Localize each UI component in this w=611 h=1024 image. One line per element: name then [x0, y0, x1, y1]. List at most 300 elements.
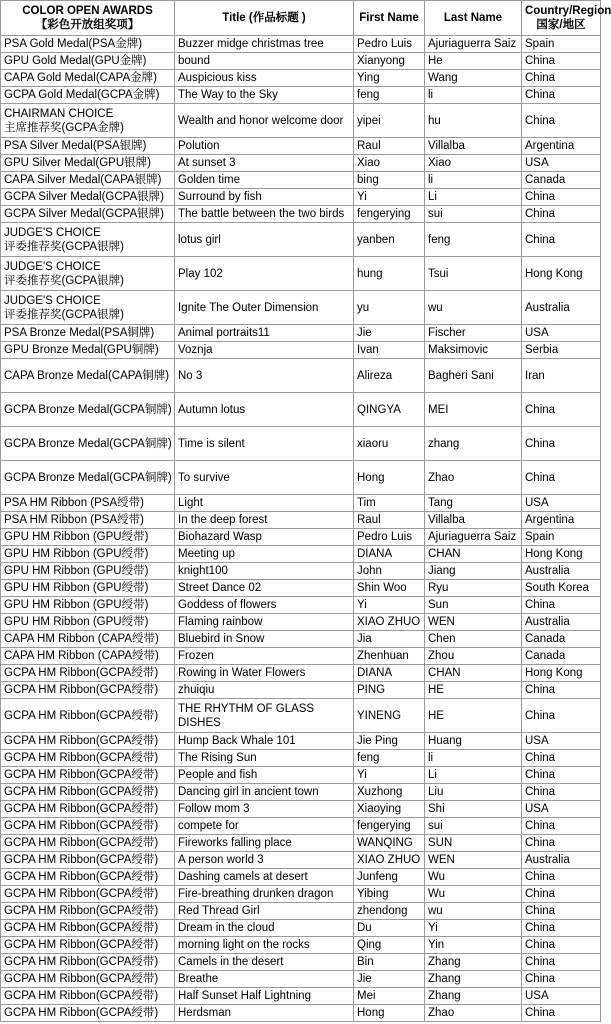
header-country	[522, 1, 611, 36]
cell-award: CAPA Gold Medal(CAPA金牌)	[1, 70, 175, 87]
cell-title: Biohazard Wasp	[175, 529, 354, 546]
cell-last-name: Xiao	[425, 155, 522, 172]
award-line1: JUDGE'S CHOICE	[4, 226, 101, 239]
cell-first-name: Mei	[354, 988, 425, 1005]
cell-award	[1, 104, 175, 138]
cell-title: Flaming rainbow	[175, 614, 354, 631]
cell-country: China	[522, 920, 601, 937]
table-header	[1, 1, 611, 36]
table-row	[1, 206, 601, 223]
cell-first-name: bing	[354, 172, 425, 189]
cell-first-name: Xianyong	[354, 53, 425, 70]
cell-last-name: wu	[425, 291, 522, 325]
cell-country: China	[522, 971, 601, 988]
table-row	[1, 784, 601, 801]
table-row	[1, 971, 601, 988]
cell-last-name: HE	[425, 699, 522, 733]
cell-first-name: QINGYA	[354, 393, 425, 427]
cell-award: GCPA HM Ribbon(GCPA绶带)	[1, 1005, 175, 1022]
cell-country: China	[522, 597, 601, 614]
table-row	[1, 172, 601, 189]
table-row	[1, 342, 601, 359]
cell-first-name: Jie	[354, 325, 425, 342]
cell-last-name: Zhao	[425, 461, 522, 495]
cell-first-name: yu	[354, 291, 425, 325]
cell-first-name: Tim	[354, 495, 425, 512]
cell-first-name: hung	[354, 257, 425, 291]
cell-award: GCPA HM Ribbon(GCPA绶带)	[1, 971, 175, 988]
cell-title: morning light on the rocks	[175, 937, 354, 954]
cell-title: The battle between the two birds	[175, 206, 354, 223]
award-line2: 主席推荐奖(GCPA金牌)	[4, 121, 124, 134]
cell-last-name: Chen	[425, 631, 522, 648]
cell-country: China	[522, 189, 601, 206]
cell-first-name: Junfeng	[354, 869, 425, 886]
cell-award: GPU HM Ribbon (GPU绶带)	[1, 580, 175, 597]
cell-award: GCPA HM Ribbon(GCPA绶带)	[1, 988, 175, 1005]
cell-first-name: Xiao	[354, 155, 425, 172]
cell-first-name: Raul	[354, 138, 425, 155]
cell-first-name: Xiaoying	[354, 801, 425, 818]
cell-award: GPU HM Ribbon (GPU绶带)	[1, 529, 175, 546]
cell-last-name: WEN	[425, 852, 522, 869]
table-row	[1, 87, 601, 104]
cell-last-name: Zhang	[425, 954, 522, 971]
cell-country: Australia	[522, 852, 601, 869]
cell-title: Voznja	[175, 342, 354, 359]
cell-title: Fireworks falling place	[175, 835, 354, 852]
cell-first-name: Bin	[354, 954, 425, 971]
cell-first-name: Hong	[354, 1005, 425, 1022]
cell-country: Hong Kong	[522, 546, 601, 563]
header-award-line2: 【彩色开放组奖项】	[35, 19, 140, 31]
table-row	[1, 104, 601, 138]
cell-country: China	[522, 784, 601, 801]
cell-country: China	[522, 903, 601, 920]
table-row	[1, 325, 601, 342]
cell-award: GCPA HM Ribbon(GCPA绶带)	[1, 869, 175, 886]
table-row	[1, 750, 601, 767]
cell-first-name: Yi	[354, 189, 425, 206]
cell-last-name: MEI	[425, 393, 522, 427]
table-row	[1, 529, 601, 546]
cell-title: Buzzer midge christmas tree	[175, 36, 354, 53]
table-row	[1, 427, 601, 461]
cell-title: Animal portraits11	[175, 325, 354, 342]
table-row	[1, 393, 601, 427]
cell-title: Follow mom 3	[175, 801, 354, 818]
cell-first-name: DIANA	[354, 546, 425, 563]
cell-country: USA	[522, 155, 601, 172]
award-line1: JUDGE'S CHOICE	[4, 260, 101, 273]
cell-last-name: HE	[425, 682, 522, 699]
award-line1: CHAIRMAN CHOICE	[4, 107, 114, 120]
table-row	[1, 801, 601, 818]
cell-title: Dancing girl in ancient town	[175, 784, 354, 801]
cell-country: South Korea	[522, 580, 601, 597]
cell-last-name: Fischer	[425, 325, 522, 342]
header-award-line1: COLOR OPEN AWARDS	[22, 5, 153, 17]
cell-last-name: Zhou	[425, 648, 522, 665]
cell-title: Dashing camels at desert	[175, 869, 354, 886]
cell-title: At sunset 3	[175, 155, 354, 172]
cell-first-name: Xuzhong	[354, 784, 425, 801]
cell-last-name: Yin	[425, 937, 522, 954]
cell-award: PSA HM Ribbon (PSA绶带)	[1, 495, 175, 512]
table-row	[1, 648, 601, 665]
cell-title: lotus girl	[175, 223, 354, 257]
cell-title: Goddess of flowers	[175, 597, 354, 614]
cell-title: Golden time	[175, 172, 354, 189]
table-row	[1, 53, 601, 70]
cell-award: PSA Gold Medal(PSA金牌)	[1, 36, 175, 53]
cell-title: compete for	[175, 818, 354, 835]
cell-first-name: Ivan	[354, 342, 425, 359]
cell-country: China	[522, 461, 601, 495]
table-row	[1, 189, 601, 206]
cell-title: Frozen	[175, 648, 354, 665]
award-line2: 评委推荐奖(GCPA银牌)	[4, 240, 124, 253]
cell-title: Hump Back Whale 101	[175, 733, 354, 750]
cell-country: China	[522, 818, 601, 835]
cell-first-name: John	[354, 563, 425, 580]
cell-country: USA	[522, 988, 601, 1005]
cell-first-name: Yi	[354, 597, 425, 614]
cell-first-name: Ying	[354, 70, 425, 87]
cell-last-name: li	[425, 87, 522, 104]
cell-last-name: Ajuriaguerra Saiz	[425, 36, 522, 53]
cell-title: Play 102	[175, 257, 354, 291]
cell-first-name: Du	[354, 920, 425, 937]
cell-country: Australia	[522, 563, 601, 580]
cell-title: knight100	[175, 563, 354, 580]
cell-first-name: fengerying	[354, 818, 425, 835]
cell-first-name: yipei	[354, 104, 425, 138]
cell-first-name: xiaoru	[354, 427, 425, 461]
table-row	[1, 869, 601, 886]
cell-first-name: Shin Woo	[354, 580, 425, 597]
cell-first-name: YINENG	[354, 699, 425, 733]
cell-award: GCPA HM Ribbon(GCPA绶带)	[1, 954, 175, 971]
cell-country: China	[522, 682, 601, 699]
table-row	[1, 886, 601, 903]
table-body	[1, 36, 601, 1022]
table-row	[1, 70, 601, 87]
cell-title: The Rising Sun	[175, 750, 354, 767]
cell-last-name: Yi	[425, 920, 522, 937]
table-row	[1, 852, 601, 869]
cell-country: Hong Kong	[522, 257, 601, 291]
cell-country: Canada	[522, 172, 601, 189]
cell-first-name: Zhenhuan	[354, 648, 425, 665]
cell-first-name: DIANA	[354, 665, 425, 682]
award-line1: JUDGE'S CHOICE	[4, 294, 101, 307]
cell-title: No 3	[175, 359, 354, 393]
cell-award: GPU HM Ribbon (GPU绶带)	[1, 597, 175, 614]
cell-title: Fire-breathing drunken dragon	[175, 886, 354, 903]
cell-country: Australia	[522, 291, 601, 325]
cell-last-name: He	[425, 53, 522, 70]
cell-award: GCPA Silver Medal(GCPA银牌)	[1, 206, 175, 223]
cell-last-name: Li	[425, 767, 522, 784]
cell-award: GCPA HM Ribbon(GCPA绶带)	[1, 665, 175, 682]
cell-first-name: Jie	[354, 971, 425, 988]
cell-country: Spain	[522, 36, 601, 53]
cell-award: GPU Silver Medal(GPU银牌)	[1, 155, 175, 172]
cell-country: China	[522, 835, 601, 852]
cell-last-name: li	[425, 750, 522, 767]
cell-award: CAPA Bronze Medal(CAPA铜牌)	[1, 359, 175, 393]
table-row	[1, 818, 601, 835]
cell-first-name: zhendong	[354, 903, 425, 920]
cell-first-name: yanben	[354, 223, 425, 257]
cell-award: GCPA HM Ribbon(GCPA绶带)	[1, 784, 175, 801]
cell-country: Argentina	[522, 512, 601, 529]
header-country-line2: 国家/地区	[536, 19, 586, 31]
table-row	[1, 733, 601, 750]
cell-title: Light	[175, 495, 354, 512]
cell-title: Herdsman	[175, 1005, 354, 1022]
cell-first-name: Yi	[354, 767, 425, 784]
cell-last-name: feng	[425, 223, 522, 257]
cell-title: The Way to the Sky	[175, 87, 354, 104]
cell-last-name: Jiang	[425, 563, 522, 580]
cell-award: PSA HM Ribbon (PSA绶带)	[1, 512, 175, 529]
cell-country: Canada	[522, 648, 601, 665]
cell-title: Bluebird in Snow	[175, 631, 354, 648]
cell-first-name: feng	[354, 87, 425, 104]
table-row	[1, 954, 601, 971]
cell-first-name: XIAO ZHUO	[354, 614, 425, 631]
cell-country: China	[522, 53, 601, 70]
cell-country: Spain	[522, 529, 601, 546]
cell-country: Serbia	[522, 342, 601, 359]
cell-award: CAPA HM Ribbon (CAPA绶带)	[1, 631, 175, 648]
table-row	[1, 903, 601, 920]
table-row	[1, 36, 601, 53]
cell-first-name: Raul	[354, 512, 425, 529]
cell-first-name: Alireza	[354, 359, 425, 393]
cell-award: GCPA HM Ribbon(GCPA绶带)	[1, 886, 175, 903]
cell-award: GPU Bronze Medal(GPU铜牌)	[1, 342, 175, 359]
table-row	[1, 138, 601, 155]
cell-award: GCPA HM Ribbon(GCPA绶带)	[1, 937, 175, 954]
cell-title: Street Dance 02	[175, 580, 354, 597]
cell-award: GCPA HM Ribbon(GCPA绶带)	[1, 682, 175, 699]
cell-title: Red Thread Girl	[175, 903, 354, 920]
cell-first-name: Pedro Luis	[354, 36, 425, 53]
cell-last-name: Ajuriaguerra Saiz	[425, 529, 522, 546]
cell-last-name: Zhang	[425, 988, 522, 1005]
cell-last-name: sui	[425, 206, 522, 223]
cell-last-name: wu	[425, 903, 522, 920]
cell-last-name: Wu	[425, 869, 522, 886]
cell-first-name: Hong	[354, 461, 425, 495]
cell-award: GCPA Bronze Medal(GCPA铜牌)	[1, 393, 175, 427]
cell-title: Breathe	[175, 971, 354, 988]
cell-title: Meeting up	[175, 546, 354, 563]
cell-last-name: Zhao	[425, 1005, 522, 1022]
cell-award: GCPA HM Ribbon(GCPA绶带)	[1, 699, 175, 733]
cell-country: China	[522, 87, 601, 104]
cell-last-name: sui	[425, 818, 522, 835]
cell-last-name: Huang	[425, 733, 522, 750]
cell-country: USA	[522, 495, 601, 512]
cell-award	[1, 257, 175, 291]
cell-last-name: Liu	[425, 784, 522, 801]
cell-last-name: Villalba	[425, 512, 522, 529]
table-row	[1, 665, 601, 682]
cell-first-name: Jia	[354, 631, 425, 648]
table-row	[1, 563, 601, 580]
cell-award: GCPA HM Ribbon(GCPA绶带)	[1, 920, 175, 937]
cell-award: GCPA Bronze Medal(GCPA铜牌)	[1, 427, 175, 461]
cell-title	[175, 699, 354, 733]
table-row	[1, 580, 601, 597]
cell-last-name: Wang	[425, 70, 522, 87]
award-line2: 评委推荐奖(GCPA银牌)	[4, 308, 124, 321]
cell-country: Argentina	[522, 138, 601, 155]
cell-award: GPU Gold Medal(GPU金牌)	[1, 53, 175, 70]
cell-award: GCPA HM Ribbon(GCPA绶带)	[1, 835, 175, 852]
cell-last-name: Ryu	[425, 580, 522, 597]
cell-first-name: Jie Ping	[354, 733, 425, 750]
cell-first-name: fengerying	[354, 206, 425, 223]
cell-last-name: Sun	[425, 597, 522, 614]
cell-award: GCPA Silver Medal(GCPA银牌)	[1, 189, 175, 206]
header-country-line1: Country/Region	[525, 5, 611, 17]
cell-title: Ignite The Outer Dimension	[175, 291, 354, 325]
cell-last-name: SUN	[425, 835, 522, 852]
cell-country: Iran	[522, 359, 601, 393]
cell-country: China	[522, 393, 601, 427]
header-award	[1, 1, 175, 36]
cell-award: PSA Silver Medal(PSA银牌)	[1, 138, 175, 155]
cell-award: GCPA HM Ribbon(GCPA绶带)	[1, 750, 175, 767]
cell-country: China	[522, 954, 601, 971]
cell-award: GCPA HM Ribbon(GCPA绶带)	[1, 818, 175, 835]
cell-award: GCPA Bronze Medal(GCPA铜牌)	[1, 461, 175, 495]
cell-award: PSA Bronze Medal(PSA铜牌)	[1, 325, 175, 342]
cell-last-name: WEN	[425, 614, 522, 631]
cell-award: GCPA HM Ribbon(GCPA绶带)	[1, 852, 175, 869]
cell-title: Autumn lotus	[175, 393, 354, 427]
cell-country: China	[522, 886, 601, 903]
cell-country: China	[522, 427, 601, 461]
cell-country: China	[522, 70, 601, 87]
cell-first-name: feng	[354, 750, 425, 767]
cell-country: China	[522, 767, 601, 784]
cell-title: Half Sunset Half Lightning	[175, 988, 354, 1005]
cell-country: China	[522, 869, 601, 886]
cell-award: GPU HM Ribbon (GPU绶带)	[1, 614, 175, 631]
cell-first-name: Pedro Luis	[354, 529, 425, 546]
cell-country: USA	[522, 325, 601, 342]
cell-last-name: zhang	[425, 427, 522, 461]
cell-title: In the deep forest	[175, 512, 354, 529]
cell-first-name: Yibing	[354, 886, 425, 903]
cell-first-name: Qing	[354, 937, 425, 954]
cell-award: CAPA HM Ribbon (CAPA绶带)	[1, 648, 175, 665]
cell-last-name: Bagheri Sani	[425, 359, 522, 393]
cell-award: GCPA HM Ribbon(GCPA绶带)	[1, 767, 175, 784]
cell-country: China	[522, 1005, 601, 1022]
cell-last-name: Tsui	[425, 257, 522, 291]
cell-title: Dream in the cloud	[175, 920, 354, 937]
cell-title: bound	[175, 53, 354, 70]
cell-country: China	[522, 937, 601, 954]
cell-last-name: Wu	[425, 886, 522, 903]
cell-award: GPU HM Ribbon (GPU绶带)	[1, 546, 175, 563]
cell-last-name: Maksimovic	[425, 342, 522, 359]
table-row	[1, 920, 601, 937]
table-row	[1, 291, 601, 325]
cell-country: Canada	[522, 631, 601, 648]
cell-country: USA	[522, 733, 601, 750]
cell-country: Hong Kong	[522, 665, 601, 682]
cell-award: GCPA HM Ribbon(GCPA绶带)	[1, 903, 175, 920]
cell-first-name: WANQING	[354, 835, 425, 852]
table-row	[1, 835, 601, 852]
cell-title: Camels in the desert	[175, 954, 354, 971]
title-text: THE RHYTHM OF GLASS DISHES	[178, 702, 315, 729]
cell-award: CAPA Silver Medal(CAPA银牌)	[1, 172, 175, 189]
cell-last-name: Zhang	[425, 971, 522, 988]
cell-first-name: PING	[354, 682, 425, 699]
cell-title: Rowing in Water Flowers	[175, 665, 354, 682]
cell-award	[1, 291, 175, 325]
cell-last-name: CHAN	[425, 546, 522, 563]
cell-country: Australia	[522, 614, 601, 631]
cell-country: USA	[522, 801, 601, 818]
cell-last-name: li	[425, 172, 522, 189]
table-row	[1, 937, 601, 954]
cell-title: Polution	[175, 138, 354, 155]
cell-country: China	[522, 104, 601, 138]
table-row	[1, 1005, 601, 1022]
cell-country: China	[522, 750, 601, 767]
cell-last-name: Shi	[425, 801, 522, 818]
cell-country: China	[522, 206, 601, 223]
table-row	[1, 597, 601, 614]
cell-country: China	[522, 223, 601, 257]
cell-title: A person world 3	[175, 852, 354, 869]
cell-last-name: Tang	[425, 495, 522, 512]
cell-last-name: hu	[425, 104, 522, 138]
table-row	[1, 155, 601, 172]
header-row	[1, 1, 601, 36]
cell-title: People and fish	[175, 767, 354, 784]
table-row	[1, 767, 601, 784]
table-row	[1, 546, 601, 563]
table-row	[1, 461, 601, 495]
table-row	[1, 495, 601, 512]
header-first-name: First Name	[354, 1, 425, 36]
cell-award: GCPA HM Ribbon(GCPA绶带)	[1, 733, 175, 750]
cell-title: zhuiqiu	[175, 682, 354, 699]
table-row	[1, 988, 601, 1005]
cell-last-name: Villalba	[425, 138, 522, 155]
cell-title: Auspicious kiss	[175, 70, 354, 87]
table-row	[1, 699, 601, 733]
table-row	[1, 614, 601, 631]
cell-title: Surround by fish	[175, 189, 354, 206]
cell-award	[1, 223, 175, 257]
cell-award: GCPA Gold Medal(GCPA金牌)	[1, 87, 175, 104]
header-last-name: Last Name	[425, 1, 522, 36]
table-row	[1, 512, 601, 529]
cell-country: China	[522, 699, 601, 733]
